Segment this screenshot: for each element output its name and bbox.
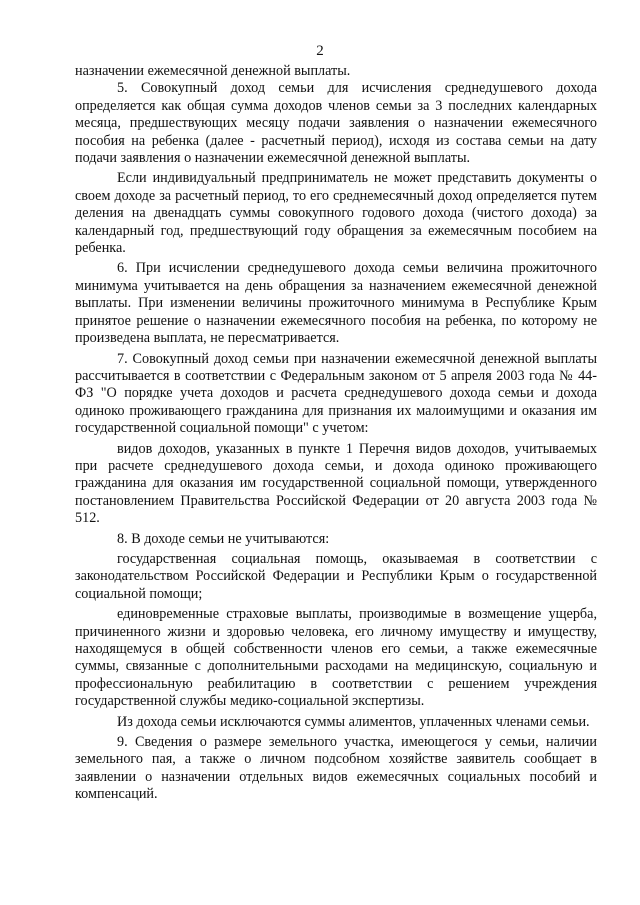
- paragraph: Если индивидуальный предприниматель не может представить документы о своем доходе за расчетный период, то его среднемесячный доход определяется путем деления на двенадцать суммы совокупного годового дохода (чистого дохода) за календарный год, предшествующий году обращения за ежемесячным пособием на ребенка.: [75, 170, 597, 257]
- paragraph: Из дохода семьи исключаются суммы алиментов, уплаченных членами семьи.: [117, 713, 590, 730]
- document-body: [75, 63, 597, 804]
- page-number: 2: [316, 43, 324, 59]
- paragraph: 9. Сведения о размере земельного участка, имеющегося у семьи, наличии земельного пая, а также о личном подсобном хозяйстве заявитель сообщает в заявлении о назначении отдельных видов ежемесячных социальных пособий и компенсаций.: [75, 734, 597, 803]
- paragraph: 7. Совокупный доход семьи при назначении ежемесячной денежной выплаты рассчитывается в соответствии с Федеральным законом от 5 апреля 2003 года № 44-ФЗ "О порядке учета доходов и расчета среднедушевого дохода семьи и дохода одиноко проживающего гражданина для признания их малоимущими и оказания им государственной социальной помощи" с учетом:: [75, 350, 597, 437]
- paragraph: 5. Совокупный доход семьи для исчисления среднедушевого дохода определяется как общая сумма доходов членов семьи за 3 последних календарных месяца, предшествующих месяцу подачи заявления о назначении ежемесячного пособия на ребенка (далее - расчетный период), исходя из состава семьи на дату подачи заявления о назначении ежемесячной денежной выплаты.: [75, 80, 597, 167]
- paragraph: 6. При исчислении среднедушевого дохода семьи величина прожиточного минимума учитывается на день обращения за назначением ежемесячной денежной выплаты. При изменении величины прожиточного минимума в Республике Крым принятое решение о назначении ежемесячного пособия на ребенка, по которому не произведена выплата, не пересматривается.: [75, 260, 597, 347]
- paragraph: единовременные страховые выплаты, производимые в возмещение ущерба, причиненного жизни и здоровью человека, его личному имуществу и имуществу, находящемуся в общей собственности членов его семьи, а также ежемесячные суммы, связанные с дополнительными расходами на медицинскую, социальную и профессиональную реабилитацию в соответствии с решением учреждения государственной службы медико-социальной экспертизы.: [75, 606, 597, 710]
- paragraph: государственная социальная помощь, оказываемая в соответствии с законодательством Российской Федерации и Республики Крым о государственной социальной помощи;: [75, 550, 597, 602]
- paragraph: видов доходов, указанных в пункте 1 Перечня видов доходов, учитываемых при расчете среднедушевого дохода семьи, и дохода одиноко проживающего гражданина для оказания им государственной социальной помощи, утвержденного постановлением Правительства Российской Федерации от 20 августа 2003 года № 512.: [75, 440, 597, 527]
- paragraph: назначении ежемесячной денежной выплаты.: [75, 63, 351, 79]
- paragraph: 8. В доходе семьи не учитываются:: [117, 530, 330, 547]
